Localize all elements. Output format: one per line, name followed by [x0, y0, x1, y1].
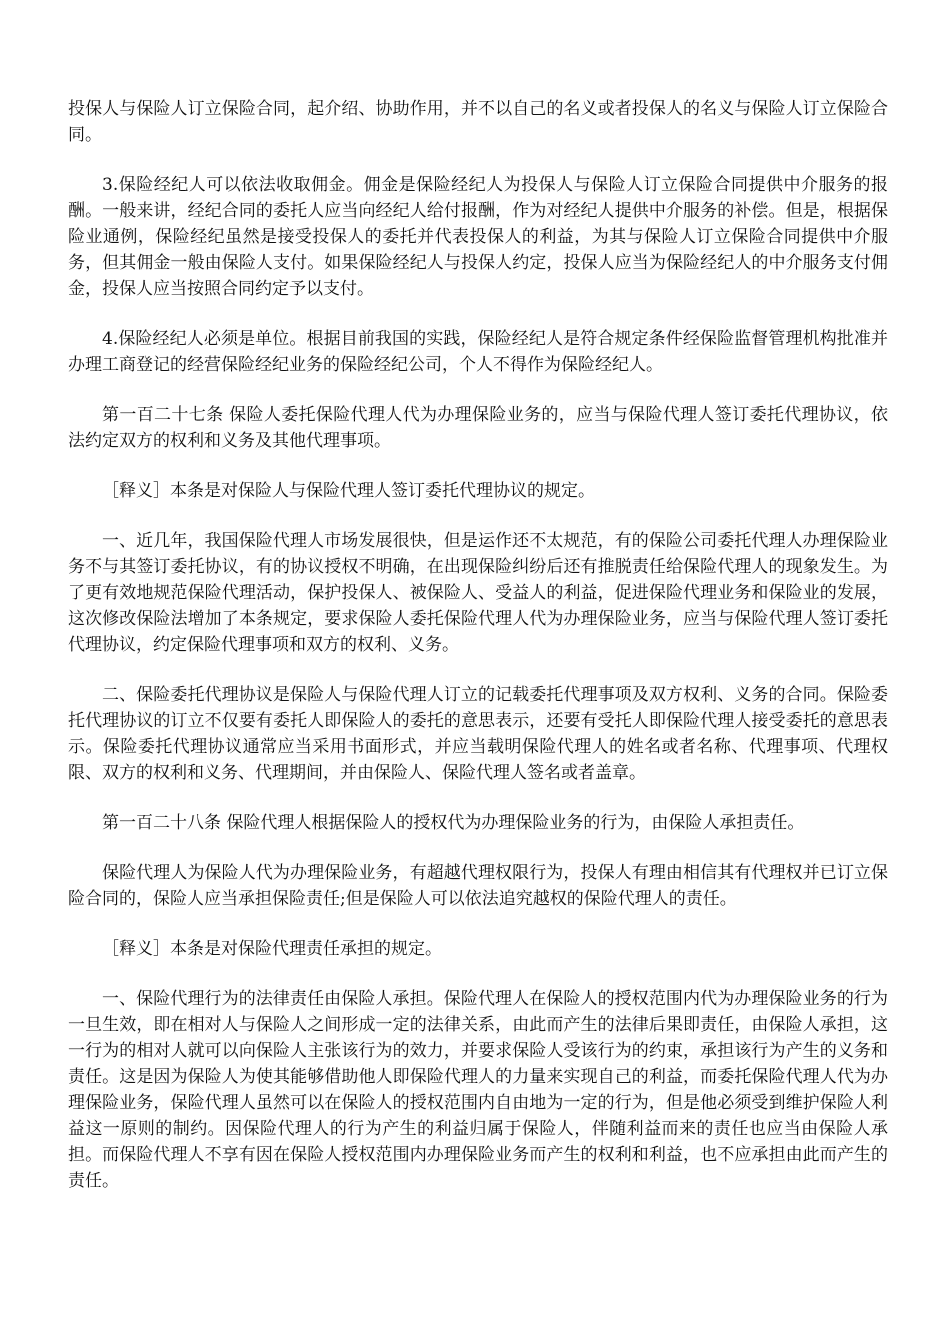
paragraph-commission: 3.保险经纪人可以依法收取佣金。佣金是保险经纪人为投保人与保险人订立保险合同提供中介服务的报酬。一般来讲，经纪合同的委托人应当向经纪人给付报酬，作为对经纪人提供中介服务的补偿。但是，根据保险业通例，保险经纪虽然是接受投保人的委托并代表投保人的利益，为其与保险人订立保险合同提供中介服务，但其佣金一般由保险人支付。如果保险经纪人与投保人约定，投保人应当为保险经纪人的中介服务支付佣金，投保人应当按照合同约定予以支付。 [68, 175, 888, 299]
paragraph-127-point-1: 一、近几年，我国保险代理人市场发展很快，但是运作还不太规范，有的保险公司委托代理人办理保险业务不与其签订委托协议，有的协议授权不明确，在出现保险纠纷后还有推脱责任给保险代理人的现象发生。为了更有效地规范保险代理活动，保护投保人、被保险人、受益人的利益，促进保险代理业务和保险业的发展，这次修改保险法增加了本条规定，要求保险人委托保险代理人代为办理保险业务，应当与保险代理人签订委托代理协议，约定保险代理事项和双方的权利、义务。 [68, 531, 888, 655]
paragraph-broker-unit: 4.保险经纪人必须是单位。根据目前我国的实践，保险经纪人是符合规定条件经保险监督管理机构批准并办理工商登记的经营保险经纪业务的保险经纪公司，个人不得作为保险经纪人。 [68, 329, 888, 375]
interpretation-127: ［释义］本条是对保险人与保险代理人签订委托代理协议的规定。 [102, 481, 595, 501]
paragraph-127-point-2: 二、保险委托代理协议是保险人与保险代理人订立的记载委托代理事项及双方权利、义务的合同。保险委托代理协议的订立不仅要有委托人即保险人的委托的意思表示，还要有受托人即保险代理人接受委托的意思表示。保险委托代理协议通常应当采用书面形式，并应当载明保险代理人的姓名或者名称、代理事项、代理权限、双方的权利和义务、代理期间，并由保险人、保险代理人签名或者盖章。 [68, 685, 888, 783]
paragraph-128-point-1: 一、保险代理行为的法律责任由保险人承担。保险代理人在保险人的授权范围内代为办理保险业务的行为一旦生效，即在相对人与保险人之间形成一定的法律关系，由此而产生的法律后果即责任，由保险人承担，这一行为的相对人就可以向保险人主张该行为的效力，并要求保险人受该行为的约束，承担该行为产生的义务和责任。这是因为保险人为使其能够借助他人即保险代理人的力量来实现自己的利益，而委托保险代理人代为办理保险业务，保险代理人虽然可以在保险人的授权范围内自由地为一定的行为，但是他必须受到维护保险人利益这一原则的制约。因保险代理人的行为产生的利益归属于保险人，伴随利益而来的责任也应当由保险人承担。而保险代理人不享有因在保险人授权范围内办理保险业务而产生的权利和利益，也不应承担由此而产生的责任。 [68, 989, 888, 1191]
document-body [68, 96, 888, 1218]
article-127: 第一百二十七条 保险人委托保险代理人代为办理保险业务的，应当与保险代理人签订委托代理协议，依法约定双方的权利和义务及其他代理事项。 [68, 405, 888, 451]
interpretation-128: ［释义］本条是对保险代理责任承担的规定。 [102, 939, 442, 959]
article-128-clause-2: 保险代理人为保险人代为办理保险业务，有超越代理权限行为，投保人有理由相信其有代理权并已订立保险合同的，保险人应当承担保险责任;但是保险人可以依法追究越权的保险代理人的责任。 [68, 863, 888, 909]
paragraph-continuation: 投保人与保险人订立保险合同，起介绍、协助作用，并不以自己的名义或者投保人的名义与保险人订立保险合同。 [68, 99, 888, 145]
article-128: 第一百二十八条 保险代理人根据保险人的授权代为办理保险业务的行为，由保险人承担责任。 [102, 813, 805, 833]
